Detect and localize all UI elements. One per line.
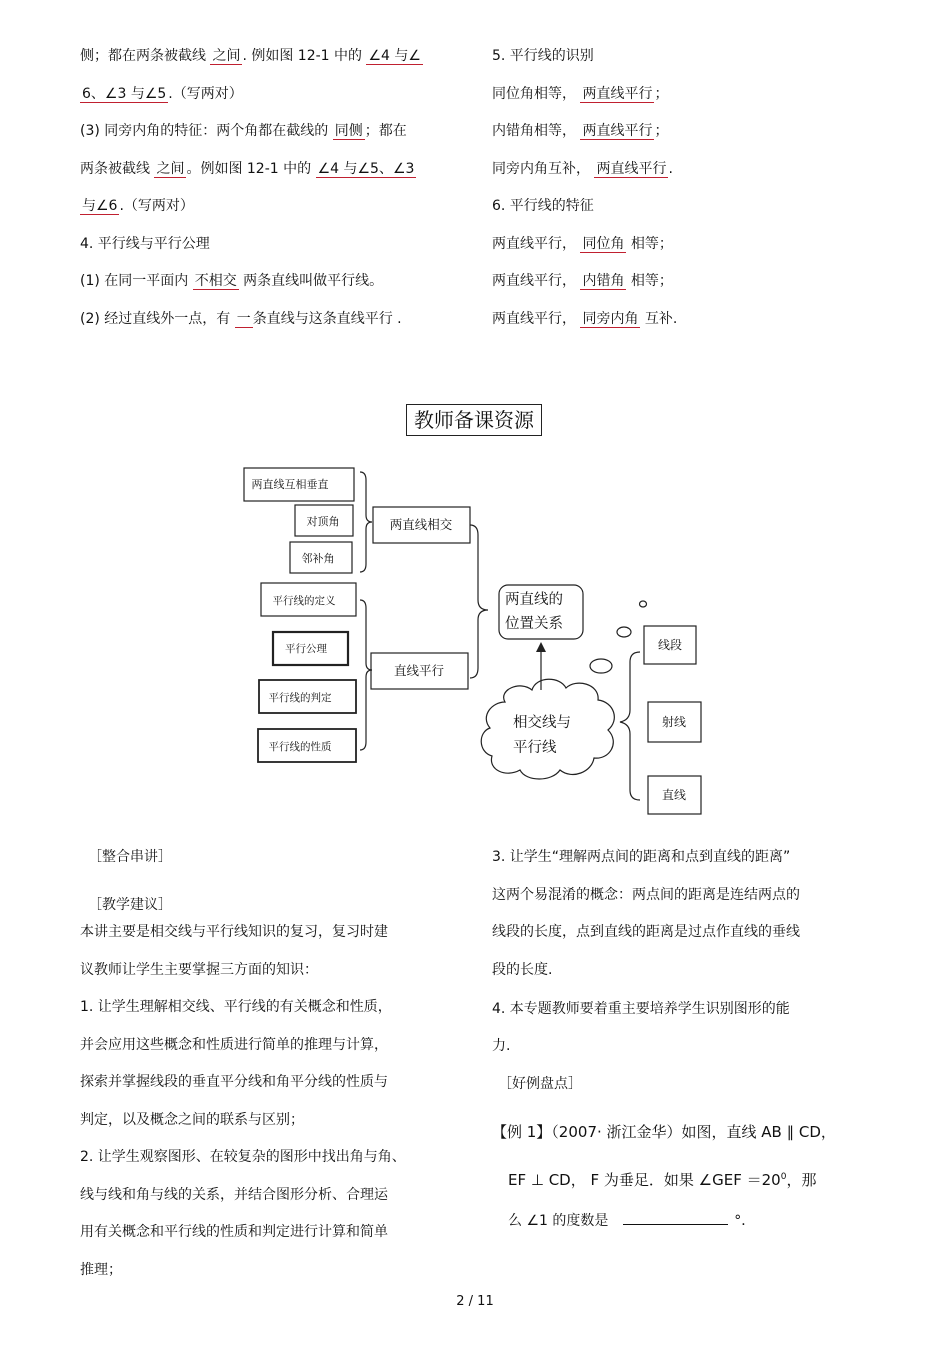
bottom-left-line-1: ［整合串讲］ <box>88 849 172 865</box>
label-cloud-1: 相交线与 <box>513 715 571 731</box>
filled-answer: ∠4 与∠5、∠3 <box>317 160 415 177</box>
degree-superscript: 0 <box>780 1172 787 1182</box>
right-col-line-6 <box>492 235 673 253</box>
filled-answer: 与∠6 <box>82 198 118 214</box>
label-parallel-axiom: 平行公理 <box>285 643 327 655</box>
left-col-line-5 <box>80 197 194 215</box>
filled-answer: 同侧 <box>334 123 363 139</box>
text-run: . 例如图 12-1 中的 <box>242 48 367 64</box>
example-line-2-a: EF ⊥ CD， F 为垂足．如果 ∠GEF ＝20 <box>508 1171 781 1189</box>
left-col-line-7 <box>80 272 383 290</box>
box-adjacent-angles <box>290 542 352 573</box>
filled-answer: 两直线平行 <box>582 123 653 139</box>
label-perpendicular: 两直线互相垂直 <box>251 478 329 491</box>
text-run: 相等； <box>626 273 673 289</box>
example-line-3-a: 么 ∠1 的度数是 <box>508 1213 609 1229</box>
bottom-right-line-5: 4. 本专题教师要着重主要培养学生识别图形的能 <box>492 1001 790 1017</box>
example-line-3-b: °． <box>734 1213 756 1229</box>
filled-answer: 两直线平行 <box>582 85 653 102</box>
example-line-1: 【例 1】（2007· 浙江金华）如图，直线 AB ∥ CD， <box>492 1123 836 1141</box>
example-line-2 <box>508 1168 816 1189</box>
right-col-line-3 <box>492 122 668 140</box>
text-run: . <box>668 160 673 177</box>
text-run: 侧；都在两条被截线 <box>80 48 211 64</box>
text-run: (3) 同旁内角的特征：两个角都在截线的 <box>80 123 333 139</box>
box-line <box>648 776 701 814</box>
bottom-right-line-3: 线段的长度，点到直线的距离是过点作直线的垂线 <box>492 924 800 940</box>
label-line: 直线 <box>661 788 687 802</box>
box-perpendicular <box>244 468 354 501</box>
box-intersect <box>373 507 470 543</box>
text-run: 两条直线叫做平行线。 <box>238 273 384 289</box>
text-run: 互补. <box>640 310 678 327</box>
text-run: 6. 平行线的特征 <box>492 198 594 214</box>
bottom-left-line-9: 2. 让学生观察图形、在较复杂的图形中找出角与角、 <box>80 1149 406 1165</box>
box-parallel <box>371 653 468 689</box>
text-run: 两直线平行， <box>492 235 581 252</box>
text-run: (2) 经过直线外一点，有 <box>80 310 235 327</box>
label-adjacent-angles: 邻补角 <box>301 552 335 565</box>
bottom-right-line-2: 这两个易混淆的概念：两点间的距离是连结两点的 <box>492 886 800 903</box>
filled-answer: 不相交 <box>194 273 237 289</box>
left-col-line-1 <box>80 47 423 65</box>
brace-position <box>470 525 488 678</box>
left-col-line-6 <box>80 235 210 253</box>
right-col-line-8 <box>492 310 677 328</box>
brace-right <box>620 652 640 800</box>
label-parallel-prop: 平行线的性质 <box>268 741 332 753</box>
text-run: 。例如图 12-1 中的 <box>186 160 316 177</box>
text-run: 两直线平行， <box>492 273 581 289</box>
text-run: ； <box>654 85 669 102</box>
left-col-line-8 <box>80 310 402 328</box>
bottom-left-line-7: 探索并掌握线段的垂直平分线和角平分线的性质与 <box>80 1074 388 1090</box>
label-ray: 射线 <box>661 715 687 729</box>
brace-intersect <box>360 472 372 572</box>
filled-answer: 6、∠3 与∠5 <box>82 85 167 102</box>
filled-answer: 一 <box>236 310 251 327</box>
bottom-right-line-6: 力. <box>492 1038 511 1054</box>
right-col-line-7 <box>492 272 673 290</box>
answer-blank[interactable] <box>623 1210 728 1225</box>
text-run: 5. 平行线的识别 <box>492 48 594 64</box>
bottom-left-line-10: 线与线和角与线的关系，并结合图形分析、合理运 <box>80 1186 388 1203</box>
text-run: 条直线与这条直线平行 . <box>252 310 402 327</box>
text-run: .（写两对） <box>168 85 243 102</box>
text-run: 两直线平行， <box>492 310 581 327</box>
example-line-3 <box>508 1210 755 1230</box>
label-vertical-angles: 对顶角 <box>306 515 340 528</box>
bottom-left-line-2: ［教学建议］ <box>88 897 172 913</box>
box-segment <box>644 626 696 664</box>
bottom-left-line-5: 1. 让学生理解相交线、平行线的有关概念和性质， <box>80 999 392 1015</box>
filled-answer: 之间 <box>156 160 185 177</box>
filled-answer: 同位角 <box>582 235 625 252</box>
text-run: .（写两对） <box>119 198 194 214</box>
label-parallel: 直线平行 <box>393 663 445 678</box>
bottom-left-line-6: 并会应用这些概念和性质进行简单的推理与计算， <box>80 1036 388 1053</box>
text-run: ；都在 <box>364 123 407 139</box>
right-col-line-5 <box>492 197 594 215</box>
bottom-left-line-3: 本讲主要是相交线与平行线知识的复习，复习时建 <box>80 924 388 940</box>
label-position-2: 位置关系 <box>505 616 563 632</box>
label-intersect: 两直线相交 <box>389 517 453 532</box>
text-run: 两条被截线 <box>80 160 155 177</box>
brace-parallel <box>360 600 372 750</box>
box-position-relation <box>499 585 583 639</box>
box-parallel-axiom <box>273 632 348 665</box>
label-cloud-2: 平行线 <box>513 740 557 756</box>
bottom-left-line-8: 判定，以及概念之间的联系与区别； <box>80 1111 304 1128</box>
box-ray <box>648 702 701 742</box>
left-col-line-4 <box>80 160 416 178</box>
box-parallel-judge <box>259 680 356 713</box>
section-title: 教师备课资源 <box>406 404 542 436</box>
cloud-shape <box>481 679 614 779</box>
bottom-left-line-12: 推理； <box>80 1261 122 1278</box>
label-segment: 线段 <box>657 638 683 652</box>
box-parallel-prop <box>258 729 356 762</box>
label-position-1: 两直线的 <box>505 592 563 608</box>
bottom-right-line-7: ［好例盘点］ <box>498 1076 582 1092</box>
filled-answer: 内错角 <box>582 273 625 289</box>
filled-answer: 两直线平行 <box>596 160 667 177</box>
text-run: 4. 平行线与平行公理 <box>80 235 210 252</box>
text-run: (1) 在同一平面内 <box>80 273 193 289</box>
filled-answer: 同旁内角 <box>582 310 639 327</box>
left-col-line-3 <box>80 122 407 140</box>
page-number: 2 / 11 <box>456 1294 494 1309</box>
box-vertical-angles <box>295 505 353 536</box>
text-run: 同位角相等， <box>492 85 581 102</box>
text-run: ； <box>654 123 669 139</box>
box-parallel-def <box>261 583 356 616</box>
text-run: 同旁内角互补， <box>492 160 595 177</box>
bottom-right-line-4: 段的长度. <box>492 961 553 978</box>
right-col-line-2 <box>492 85 668 103</box>
right-col-line-4 <box>492 160 673 178</box>
filled-answer: ∠4 与∠ <box>368 48 421 64</box>
text-run: 相等； <box>626 235 673 252</box>
example-line-2-b: ，那 <box>786 1171 817 1189</box>
bottom-left-line-11: 用有关概念和平行线的性质和判定进行计算和简单 <box>80 1224 388 1240</box>
right-col-line-1 <box>492 47 594 65</box>
text-run: 内错角相等， <box>492 123 581 139</box>
label-parallel-def: 平行线的定义 <box>272 595 336 607</box>
left-col-line-2 <box>80 85 243 103</box>
bottom-left-line-4: 议教师让学生主要掌握三方面的知识： <box>80 961 318 978</box>
label-parallel-judge: 平行线的判定 <box>268 692 332 704</box>
bottom-right-line-1: 3. 让学生“理解两点间的距离和点到直线的距离” <box>492 849 791 865</box>
filled-answer: 之间 <box>212 48 241 64</box>
